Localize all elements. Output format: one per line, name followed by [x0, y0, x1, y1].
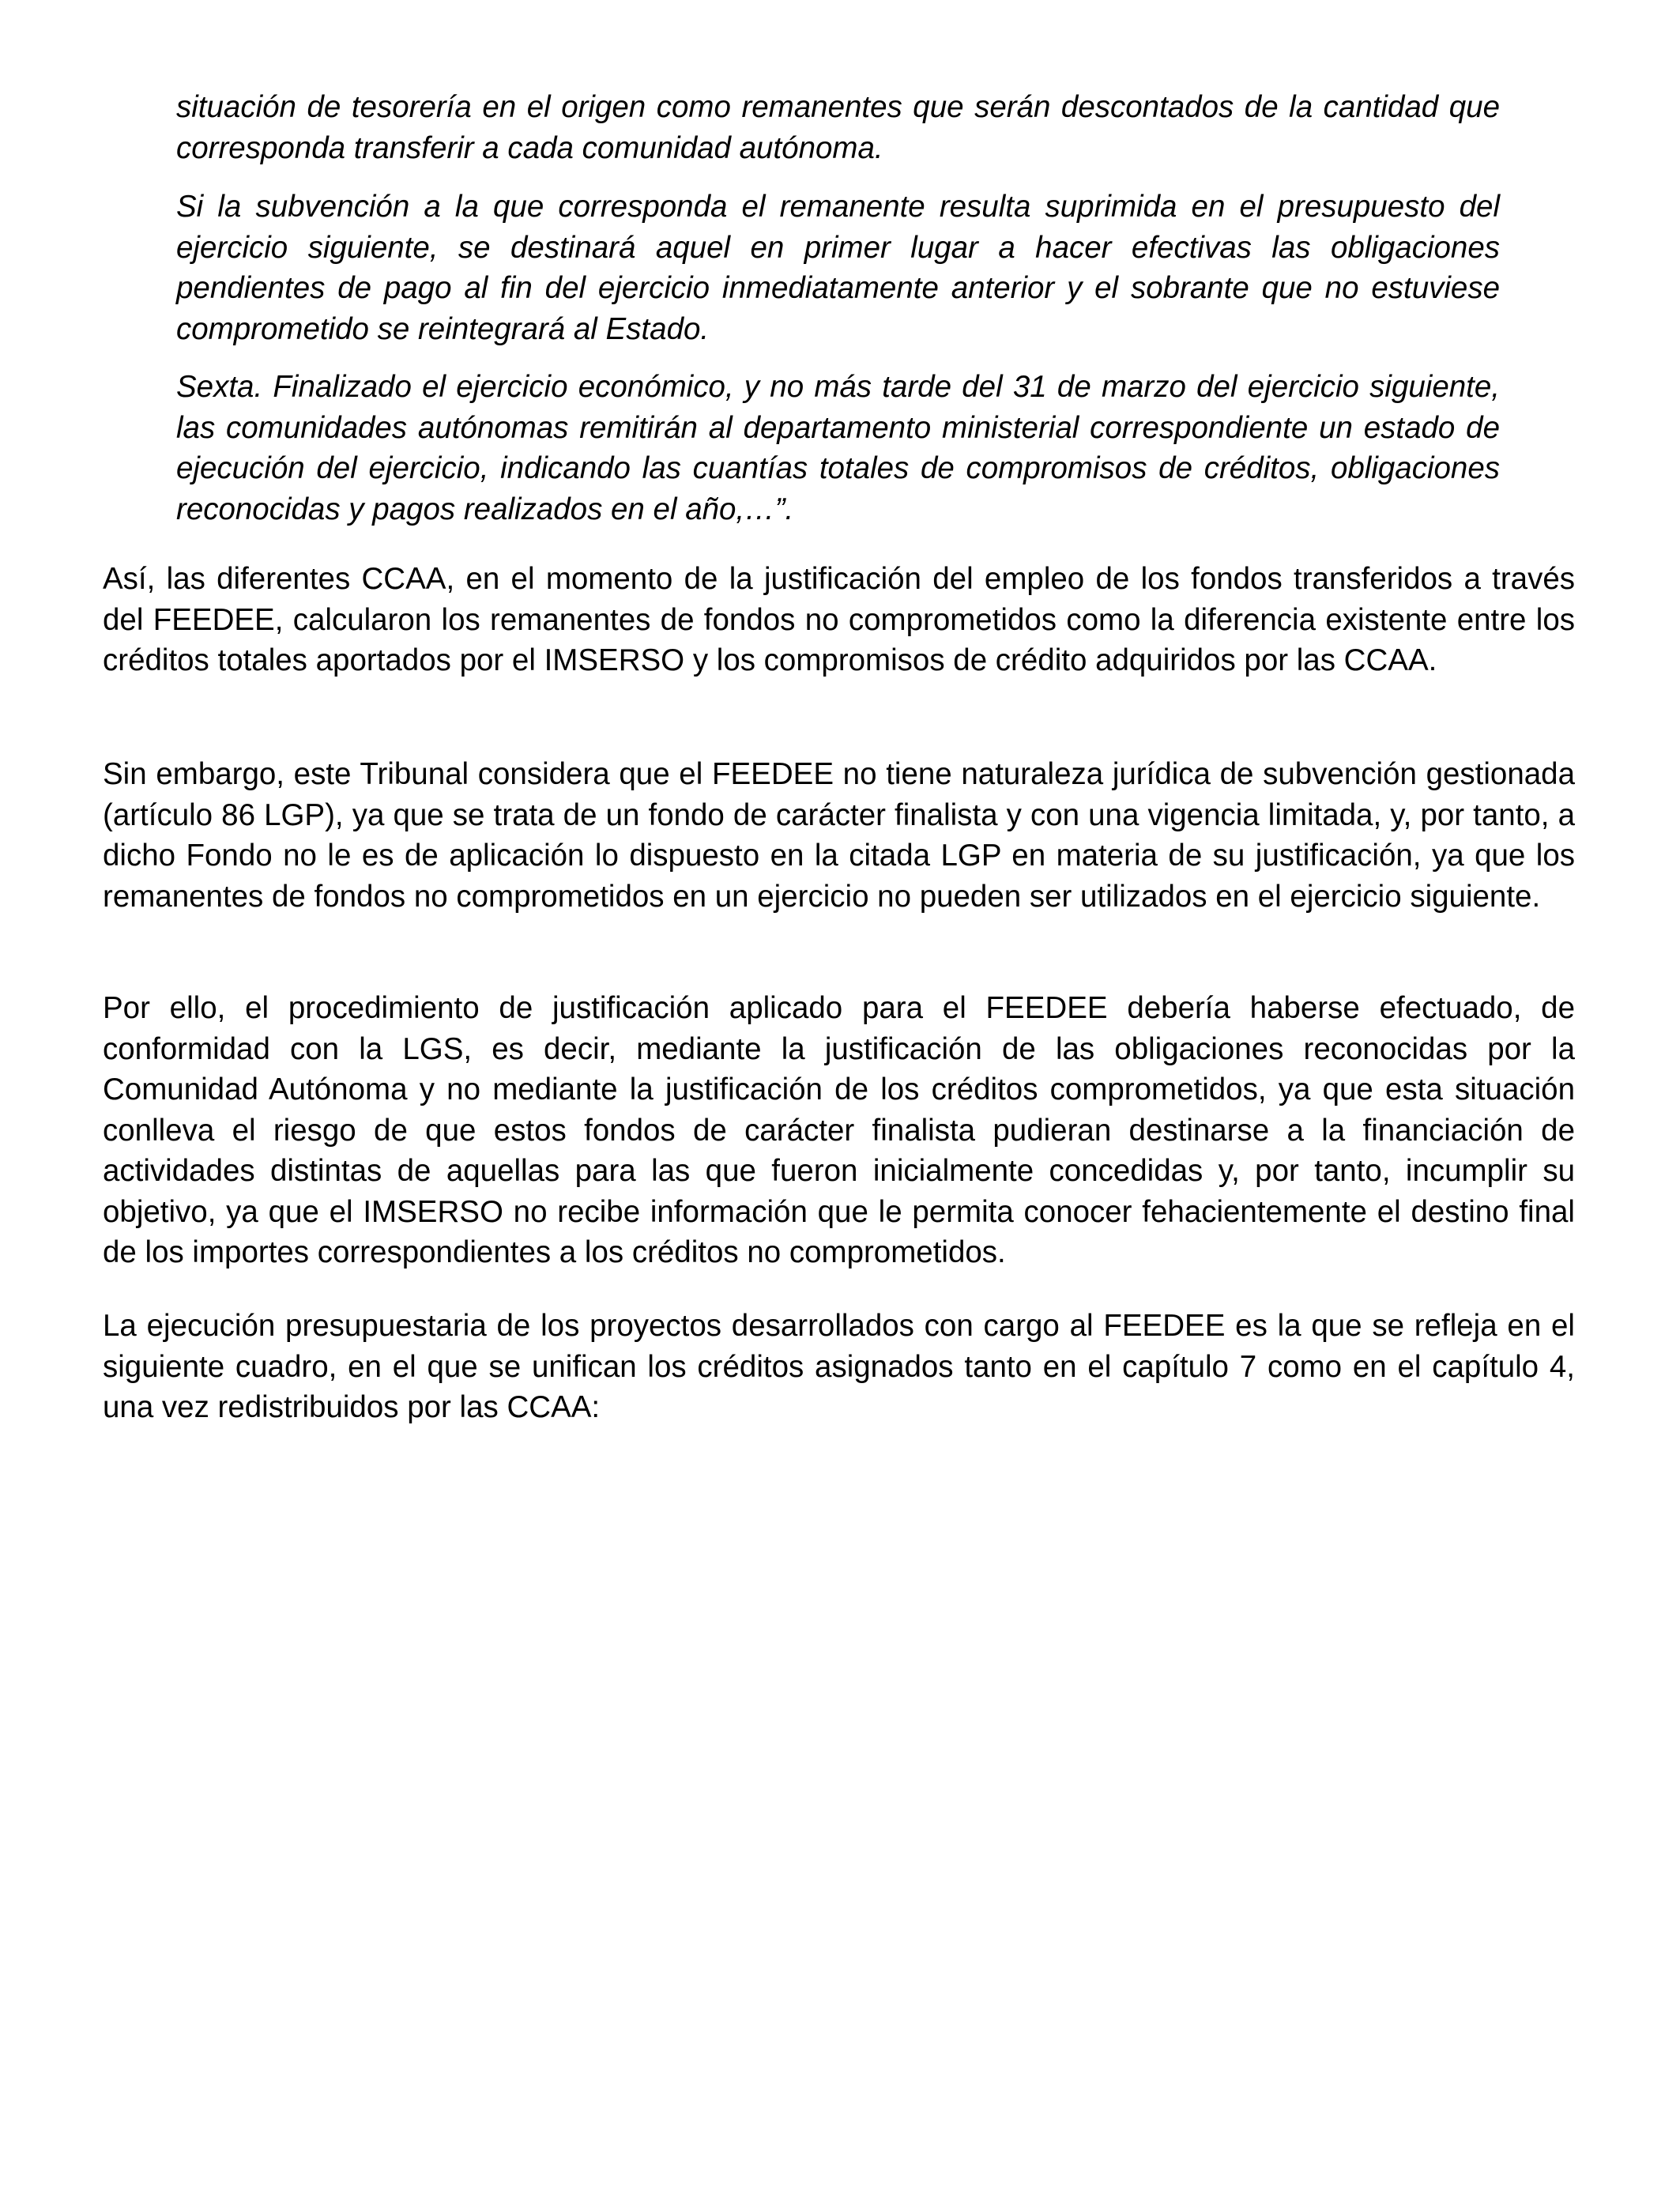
quoted-paragraph: Sexta. Finalizado el ejercicio económico, y no más tarde del 31 de marzo del ejercicio siguiente, las comunidades autónomas remitirán al departamento ministerial correspondiente un estado de ejecución del ejercicio, indicando las cuantías totales de compromisos de créditos, obligaciones reconocidas y pagos realizados en el año,…”. — [176, 370, 1500, 526]
quoted-paragraph: Si la subvención a la que corresponda el remanente resulta suprimida en el presupuesto del ejercicio siguiente, se destinará aquel en primer lugar a hacer efectivas las obligaciones pendientes de pago al fin del ejercicio inmediatamente anterior y el sobrante que no estuviese comprometido se reintegrará al Estado. — [176, 190, 1500, 346]
body-paragraph: Sin embargo, este Tribunal considera que el FEEDEE no tiene naturaleza jurídica de subvención gestionada (artículo 86 LGP), ya que se trata de un fondo de carácter finalista y con una vigencia limitada, y, por tanto, a dicho Fondo no le es de aplicación lo dispuesto en la citada LGP en materia de su justificación, ya que los remanentes de fondos no comprometidos en un ejercicio no pueden ser utilizados en el ejercicio siguiente. — [103, 757, 1575, 914]
body-paragraph: Así, las diferentes CCAA, en el momento de la justificación del empleo de los fondos transferidos a través del FEEDEE, calcularon los remanentes de fondos no comprometidos como la diferencia existente entre los créditos totales aportados por el IMSERSO y los compromisos de crédito adquiridos por las CCAA. — [103, 562, 1575, 677]
quoted-paragraph: situación de tesorería en el origen como remanentes que serán descontados de la cantidad que corresponda transferir a cada comunidad autónoma. — [176, 90, 1500, 165]
body-paragraph: Por ello, el procedimiento de justificación aplicado para el FEEDEE debería haberse efectuado, de conformidad con la LGS, es decir, mediante la justificación de las obligaciones reconocidas por la Comunidad Autónoma y no mediante la justificación de los créditos comprometidos, ya que esta situación conlleva el riesgo de que estos fondos de carácter finalista pudieran destinarse a la financiación de actividades distintas de aquellas para las que fueron inicialmente concedidas y, por tanto, incumplir su objetivo, ya que el IMSERSO no recibe información que le permita conocer fehacientemente el destino final de los importes correspondientes a los créditos no comprometidos. — [103, 991, 1575, 1269]
body-paragraph: La ejecución presupuestaria de los proyectos desarrollados con cargo al FEEDEE es la que se refleja en el siguiente cuadro, en el que se unifican los créditos asignados tanto en el capítulo 7 como en el capítulo 4, una vez redistribuidos por las CCAA: — [103, 1309, 1575, 1424]
